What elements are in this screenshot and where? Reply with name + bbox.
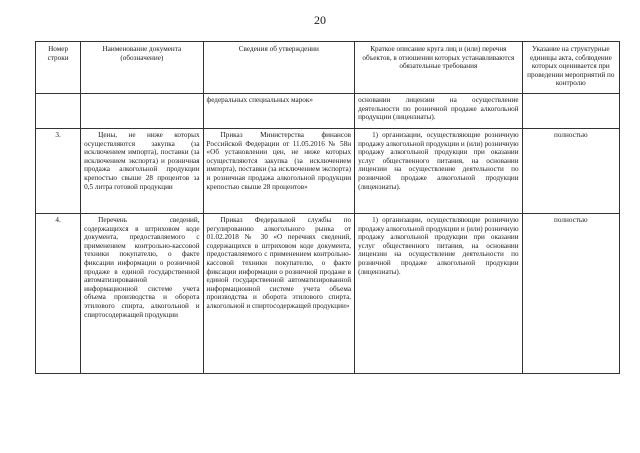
cell-scope-description: 1) организации, осуществляющие розничную продажу алкогольной продукции и (или) розничную продажу алкогольной продукции при оказании услуг общественного питания, на основании лицензии на осуществление деятельности по розничной продаже алкогольной продукции (лицензиаты). xyxy=(355,129,523,214)
cell-approval-info: Приказ Федеральной службы по регулированию алкогольного рынка от 01.02.2018 № 30 «О перечнях сведений, содержащихся в штриховом коде документа, предоставляемого с применением контрольно-кассовой техники покупателю, о факте фиксации информации о розничной продаже в единой государственной автоматизированной информационной системе учета объема производства и оборота этилового спирта, алкогольной и спиртосодержащей продукции» xyxy=(203,214,355,374)
cell-approval-info: Приказ Министерства финансов Российской Федерации от 11.05.2016 № 58н «Об установлении цен, не ниже которых осуществляются закупка (за исключением импорта), поставки (за исключением экспорта) и розничная продажа алкогольной продукции крепостью свыше 28 процентов» xyxy=(203,129,355,214)
header-structural-units: Указание на структурные единицы акта, соблюдение которых оценивается при проведении мероприятий по контролю xyxy=(522,42,619,94)
cell-scope-description: 1) организации, осуществляющие розничную продажу алкогольной продукции и (или) розничную продажу алкогольной продукции при оказании услуг общественного питания, на основании лицензии на осуществление деятельности по розничной продаже алкогольной продукции (лицензиаты). xyxy=(355,214,523,374)
header-row-number: Номер строки xyxy=(36,42,81,94)
cell-structural-units: полностью xyxy=(522,129,619,214)
table-header-row xyxy=(36,42,620,94)
table-row xyxy=(36,129,620,214)
cell-number: 4. xyxy=(36,214,81,374)
header-document-name: Наименование документа (обозначение) xyxy=(81,42,203,94)
cell-number: 3. xyxy=(36,129,81,214)
table-row-continuation xyxy=(36,94,620,129)
cell-structural-units: полностью xyxy=(522,214,619,374)
table-row xyxy=(36,214,620,374)
cell-structural-units xyxy=(522,94,619,129)
requirements-table xyxy=(35,41,620,374)
cell-document-name xyxy=(81,94,203,129)
page-number: 20 xyxy=(314,13,326,27)
cell-document-name: Цены, не ниже которых осуществляются закупка (за исключением импорта), поставки (за исключением экспорта) и розничная продажа алкогольной продукции крепостью свыше 28 процентов за 0,5 литра готовой продукции xyxy=(81,129,203,214)
cell-number xyxy=(36,94,81,129)
header-scope-description: Краткое описание круга лиц и (или) перечня объектов, в отношении которых устанавливаются обязательные требования xyxy=(355,42,523,94)
cell-scope-description: основании лицензии на осуществление деятельности по розничной продаже алкогольной продукции (лицензиаты). xyxy=(355,94,523,129)
cell-document-name: Перечень сведений, содержащихся в штриховом коде документа, предоставляемого с применением контрольно-кассовой техники покупателю, о факте фиксации информации о розничной продаже в единой государственной автоматизированной информационной системе учета объема производства и оборота этилового спирта, алкогольной и спиртосодержащей продукции xyxy=(81,214,203,374)
header-approval-info: Сведения об утверждении xyxy=(203,42,355,94)
cell-approval-info: федеральных специальных марок» xyxy=(203,94,355,129)
